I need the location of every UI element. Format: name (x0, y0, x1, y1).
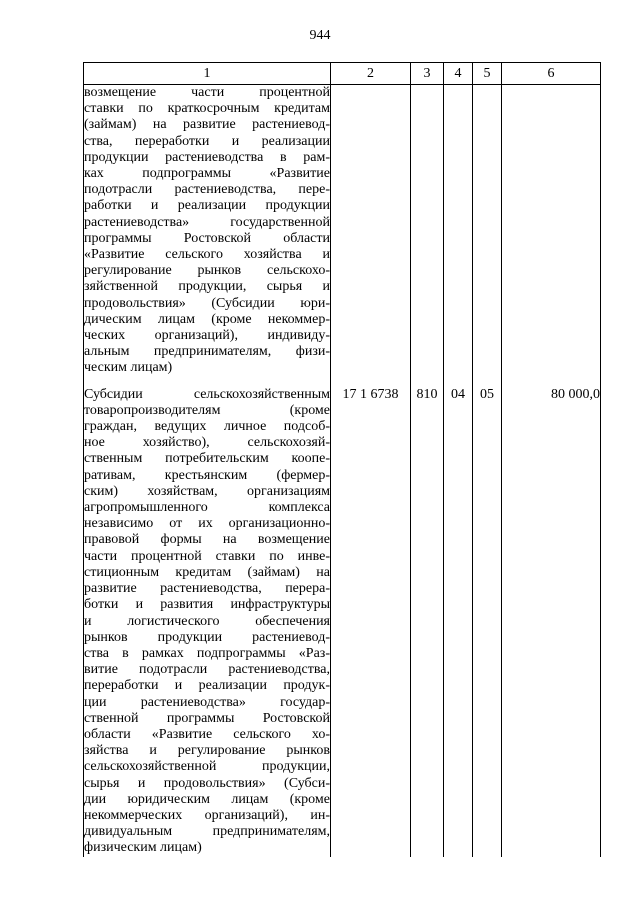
column-header-2: 2 (331, 63, 411, 85)
cell-section: 04 (444, 387, 473, 857)
cell-amount (502, 85, 601, 377)
description-line: граждан, ведущих личное подсоб- (84, 419, 330, 435)
cell-section (444, 85, 473, 377)
description-line: ставки по краткосрочным кредитам (84, 101, 330, 117)
description-line: ративам, крестьянским (фермер- (84, 467, 330, 483)
description-line: растениеводства» государственной (84, 214, 330, 230)
table-row (84, 387, 601, 857)
description-line: продукции растениеводства в рам- (84, 149, 330, 165)
description-line: области «Развитие сельского хо- (84, 726, 330, 742)
description-line: независимо от их организационно- (84, 516, 330, 532)
description-line: зяйства и регулирование рынков (84, 743, 330, 759)
description-line: «Развитие сельского хозяйства и (84, 247, 330, 263)
description-line: (займам) на развитие растениевод- (84, 117, 330, 133)
table-header-row (84, 63, 601, 85)
description-line: регулирование рынков сельскохо- (84, 263, 330, 279)
row-spacer (84, 377, 601, 387)
description-line: подотрасли растениеводства, пере- (84, 182, 330, 198)
page-number: 944 (309, 28, 331, 43)
description-line: и логистического обеспечения (84, 613, 330, 629)
cell-target-article (331, 85, 411, 377)
description-line: ственной программы Ростовской (84, 710, 330, 726)
cell-expense-type (411, 85, 444, 377)
row-description (84, 85, 331, 377)
column-header-6: 6 (502, 63, 601, 85)
description-line: ственным потребительским коопе- (84, 451, 330, 467)
cell-target-article: 17 1 6738 (331, 387, 411, 857)
cell-expense-type: 810 (411, 387, 444, 857)
description-line: рынков продукции растениевод- (84, 629, 330, 645)
description-line: правовой формы на возмещение (84, 532, 330, 548)
description-line: витие подотрасли растениеводства, (84, 662, 330, 678)
description-line: ства, переработки и реализации (84, 133, 330, 149)
description-line: ках подпрограммы «Развитие (84, 166, 330, 182)
cell-amount: 80 000,0 (502, 387, 601, 857)
description-line: продовольствия» (Субсидии юри- (84, 295, 330, 311)
column-header-3: 3 (411, 63, 444, 85)
description-line: агропромышленного комплекса (84, 500, 330, 516)
description-line: ческим лицам) (84, 360, 173, 376)
description-line: Субсидии сельскохозяйственным (84, 386, 330, 402)
description-line: ческих организаций), индивиду- (84, 328, 330, 344)
description-line: альным предпринимателям, физи- (84, 344, 330, 360)
table-row (84, 85, 601, 377)
column-header-4: 4 (444, 63, 473, 85)
description-line: сырья и продовольствия» (Субси- (84, 775, 330, 791)
description-line: дивидуальным предпринимателям, (84, 824, 330, 840)
description-line: сельскохозяйственной продукции, (84, 759, 330, 775)
description-line: ции растениеводства» государ- (84, 694, 330, 710)
column-header-5: 5 (473, 63, 502, 85)
cell-subsection: 05 (473, 387, 502, 857)
description-line: возмещение части процентной (84, 85, 330, 100)
description-line: дии юридическим лицам (кроме (84, 791, 330, 807)
description-line: ства в рамках подпрограммы «Раз- (84, 645, 330, 661)
row-description (84, 387, 331, 857)
description-line: стиционным кредитам (займам) на (84, 564, 330, 580)
cell-subsection (473, 85, 502, 377)
description-line: работки и реализации продукции (84, 198, 330, 214)
description-line: части процентной ставки по инве- (84, 548, 330, 564)
description-line: некоммерческих организаций), ин- (84, 807, 330, 823)
description-line: дическим лицам (кроме некоммер- (84, 311, 330, 327)
description-line: зяйственной продукции, сырья и (84, 279, 330, 295)
column-header-1: 1 (84, 63, 331, 85)
description-line: переработки и реализации продук- (84, 678, 330, 694)
budget-table (83, 62, 601, 857)
description-line: товаропроизводителям (кроме (84, 402, 330, 418)
description-line: ским) хозяйствам, организациям (84, 483, 330, 499)
description-line: физическим лицам) (84, 840, 202, 856)
description-line: ное хозяйство), сельскохозяй- (84, 435, 330, 451)
description-line: развитие растениеводства, перера- (84, 581, 330, 597)
description-line: программы Ростовской области (84, 230, 330, 246)
description-line: ботки и развития инфраструктуры (84, 597, 330, 613)
